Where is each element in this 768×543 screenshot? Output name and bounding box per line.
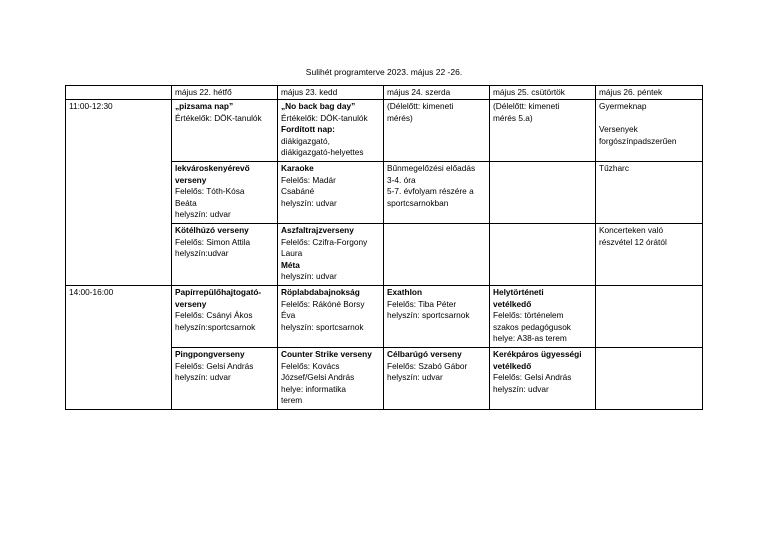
cell-r1-thu <box>490 100 596 162</box>
event-detail: Felelős: Tiba Péter <box>387 298 457 309</box>
event-title: Röplabdabajnokság <box>281 287 360 298</box>
event-detail: diákigazgató-helyettes <box>281 147 364 158</box>
event-title: Pingpongverseny <box>175 349 245 360</box>
event-detail: (Délelőtt: kimeneti <box>493 101 560 112</box>
cell-r2-thu <box>490 162 596 224</box>
corner-cell <box>66 86 172 100</box>
cell-r4-thu <box>490 286 596 348</box>
event-title: Célbarúgó verseny <box>387 349 462 360</box>
event-detail: szakos pedagógusok <box>493 321 571 332</box>
cell-r4-tue <box>278 286 384 348</box>
event-detail: mérés 5.a) <box>493 112 533 123</box>
event-detail: 3-4. óra <box>387 174 416 185</box>
cell-r1-wed <box>384 100 490 162</box>
day-header-tue: május 23. kedd <box>278 86 384 100</box>
event-detail: Felelős: Csányi Ákos <box>175 310 253 321</box>
day-header-wed: május 24. szerda <box>384 86 490 100</box>
day-header-thu: május 25. csütörtök <box>490 86 596 100</box>
event-detail: Csabáné <box>281 186 315 197</box>
event-title: Counter Strike verseny <box>281 349 372 360</box>
event-detail: (Délelőtt: kimeneti <box>387 101 454 112</box>
event-detail: József/Gelsi András <box>281 372 355 383</box>
document-title: Sulihét programterve 2023. május 22 -26. <box>305 67 463 77</box>
schedule-table <box>65 85 703 410</box>
event-title: vetélkedő <box>493 360 532 371</box>
event-detail: részvétel 12 órától <box>599 236 667 247</box>
event-detail: helyszín: sportcsarnok <box>387 310 470 321</box>
cell-r3-wed <box>384 224 490 286</box>
event-title: Kerékpáros ügyességi <box>493 349 582 360</box>
event-detail: helyszín: udvar <box>281 271 337 282</box>
event-detail: helye: informatika <box>281 383 347 394</box>
event-title: Helytörténeti <box>493 287 544 298</box>
event-detail: sportcsarnokban <box>387 197 449 208</box>
cell-r1-tue <box>278 100 384 162</box>
event-detail: Felelős: Czifra-Forgony <box>281 236 368 247</box>
cell-r2-mon <box>172 162 278 224</box>
cell-r3-thu <box>490 224 596 286</box>
cell-r2-tue <box>278 162 384 224</box>
cell-r1-mon <box>172 100 278 162</box>
event-detail: Felelős: Simon Attila <box>175 236 251 247</box>
event-detail: helyszín: sportcsarnok <box>281 321 364 332</box>
time-slot-morning: 11:00-12:30 <box>66 100 172 286</box>
event-detail: diákigazgató, <box>281 135 330 146</box>
event-title: Méta <box>281 259 300 270</box>
cell-r4-fri <box>596 286 703 348</box>
event-detail: Éva <box>281 310 296 321</box>
event-detail: Felelős: Gelsi András <box>493 372 572 383</box>
cell-r1-fri <box>596 100 703 162</box>
event-detail: Felelős: történelem <box>493 310 564 321</box>
event-title: Aszfaltrajzverseny <box>281 225 354 236</box>
event-title: lekvároskenyérevő <box>175 163 250 174</box>
cell-r2-wed <box>384 162 490 224</box>
event-title: vetélkedő <box>493 298 532 309</box>
event-detail: Felelős: Tóth-Kósa <box>175 186 245 197</box>
event-detail: Laura <box>281 248 303 259</box>
event-detail: Tűzharc <box>599 163 629 174</box>
event-title: Kötélhúzó verseny <box>175 225 249 236</box>
cell-r4-wed <box>384 286 490 348</box>
event-detail: mérés) <box>387 112 413 123</box>
event-detail: Gyermeknap <box>599 101 647 112</box>
event-detail: Értékelők: DÖK-tanulók <box>281 112 368 123</box>
day-header-mon: május 22. hétfő <box>172 86 278 100</box>
event-detail: helyszín: udvar <box>493 383 549 394</box>
event-detail: helye: A38-as terem <box>493 333 567 344</box>
cell-r5-tue <box>278 348 384 410</box>
event-title: Karaoke <box>281 163 314 174</box>
event-title: Exathlon <box>387 287 423 298</box>
event-detail: helyszín: udvar <box>281 197 337 208</box>
event-detail: Felelős: Rákóné Borsy <box>281 298 365 309</box>
event-detail: Felelős: Madár <box>281 174 336 185</box>
event-detail: helyszín: udvar <box>175 372 231 383</box>
event-detail: helyszín:sportcsarnok <box>175 321 256 332</box>
event-detail: Bűnmegelőzési előadás <box>387 163 476 174</box>
cell-r3-mon <box>172 224 278 286</box>
time-slot-afternoon: 14:00-16:00 <box>66 286 172 410</box>
table-row <box>66 100 703 162</box>
day-header-fri: május 26. péntek <box>596 86 703 100</box>
event-title: Papírrepülőhajtogató- <box>175 287 262 298</box>
event-detail: helyszín:udvar <box>175 248 229 259</box>
event-title: verseny <box>175 174 207 185</box>
cell-r5-wed <box>384 348 490 410</box>
header-row <box>66 86 703 100</box>
event-detail: Értékelők: DÖK-tanulók <box>175 112 262 123</box>
event-detail: Felelős: Szabó Gábor <box>387 360 468 371</box>
cell-r3-tue <box>278 224 384 286</box>
table-row <box>66 286 703 348</box>
event-title: „No back bag day” <box>281 101 356 112</box>
event-title: verseny <box>175 298 207 309</box>
event-subtitle: Fordított nap: <box>281 124 335 135</box>
event-detail: Beáta <box>175 197 197 208</box>
cell-r5-thu <box>490 348 596 410</box>
event-title: „pizsama nap” <box>175 101 234 112</box>
cell-r2-fri <box>596 162 703 224</box>
event-detail: terem <box>281 395 303 406</box>
event-detail: Koncerteken való <box>599 225 664 236</box>
event-detail: helyszín: udvar <box>387 372 443 383</box>
event-detail: Versenyek <box>599 124 638 135</box>
event-detail: forgószínpadszerűen <box>599 135 677 146</box>
event-detail: 5-7. évfolyam részére a <box>387 186 474 197</box>
event-detail: Felelős: Kovács <box>281 360 340 371</box>
event-detail: helyszín: udvar <box>175 209 231 220</box>
cell-r4-mon <box>172 286 278 348</box>
cell-r5-fri <box>596 348 703 410</box>
cell-r3-fri <box>596 224 703 286</box>
cell-r5-mon <box>172 348 278 410</box>
event-detail: Felelős: Gelsi András <box>175 360 254 371</box>
